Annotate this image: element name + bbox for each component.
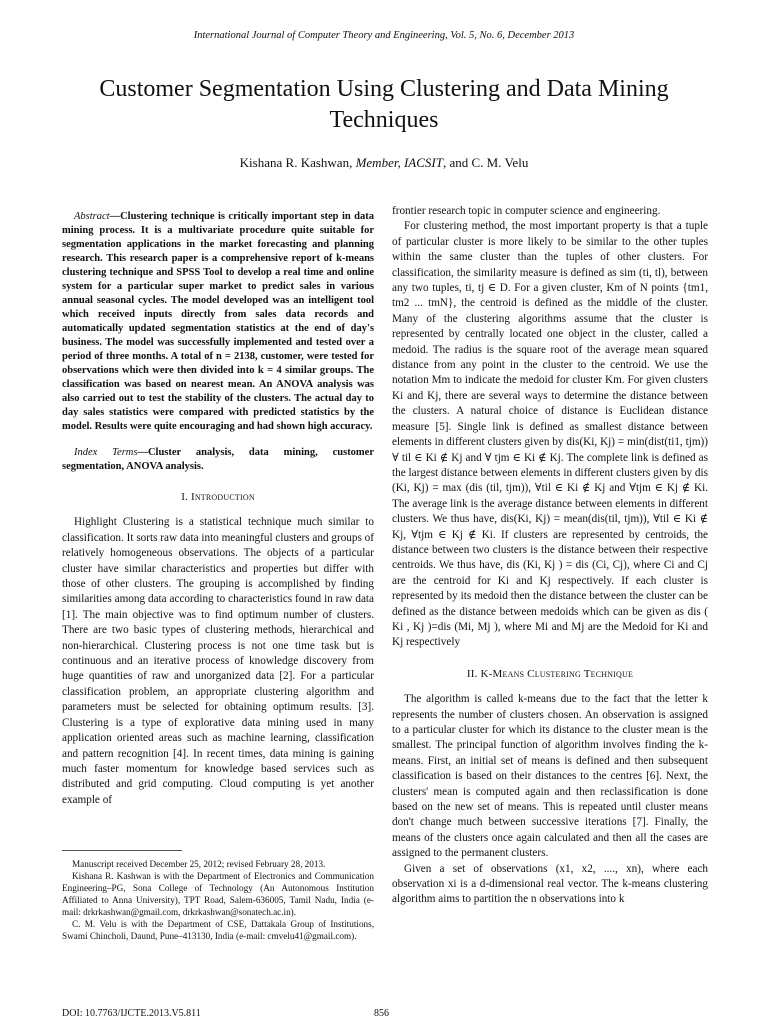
index-terms [62, 446, 374, 474]
paper-title: Customer Segmentation Using Clustering and Data Mining Techniques [99, 76, 669, 133]
footnote-author2: C. M. Velu is with the Department of CSE, Dattakala Group of Institutions, Swami Chincholi, Daund, Pune–413130, India (e-mail: cmvelu41@gmail.com). [62, 919, 374, 941]
section-heading-introduction [62, 490, 374, 505]
author-name: Kishana R. Kashwan, [239, 155, 353, 170]
section-number: I. [181, 491, 189, 503]
left-column [62, 210, 374, 808]
index-terms-label: Index Terms [74, 447, 138, 458]
footnote-rule [62, 850, 182, 851]
section-heading-kmeans [392, 667, 708, 682]
author-membership: Member, IACSIT [355, 155, 443, 170]
author-line [0, 155, 768, 171]
footnote-author1: Kishana R. Kashwan is with the Department of Electronics and Communication Engineering–PG, Sona College of Technology (An Autonomous Institution Affiliated to Anna University), TPT Road, Salem-636005, Tamil Nadu, India (e-mail: drkrkashwan@gmail.com, drkrkashwan@sonatech.ac.in). [62, 871, 374, 917]
abstract [62, 210, 374, 434]
right-paragraph-1: frontier research topic in computer science and engineering. [392, 205, 661, 217]
index-terms-text: —Cluster analysis, data mining, customer segmentation, ANOVA analysis. [62, 447, 375, 472]
doi-footer: DOI: 10.7763/IJCTE.2013.V5.811 [62, 1008, 201, 1019]
right-paragraph-4: Given a set of observations (x1, x2, ...., xn), where each observation xi is a d-dimensional real vector. The k-means clustering algorithm aims to partition the n observations into k [392, 862, 708, 906]
right-paragraph-3: The algorithm is called k-means due to the fact that the letter k represents the number of clusters chosen. An observation is assigned to a particular cluster for which its distance to the cluster mean is the smallest. The principal function of algorithm involves finding the k-means. First, an initial set of means is defined and then subsequent classification is based on their distances to the centres [6]. Next, the clusters' mean is computed again and then reclassification is done based on the new set of means. This is repeated until cluster means don't change much between successive iterations [7]. Finally, the means of the clusters once again calculated and then all the cases are assigned to the permanent clusters. [392, 693, 708, 860]
right-paragraph-2: For clustering method, the most important property is that a tuple of particular cluster is more likely to be similar to the other tuples within the same cluster than the tuples of other clusters. For classification, the similarity measure is defined as sim (ti, tl), between any two tuples, ti, tj ∈ D. For a given cluster, Km of N points {tm1, tm2 ... tmN}, the centroid is defined as the middle of the cluster. Many of the clustering algorithms assume that the cluster is represented by centrally located one object in the cluster, called a medoid. The radius is the square root of the average mean squared distance from any point in the cluster to the centroid. We use the notation Mm to indicate the medoid for cluster Km. For given clusters Ki and Kj, there are several ways to determine the distance between the clusters. A natural choice of distance is Euclidean distance measure [5]. Single link is defined as smallest distance between elements in different clusters given by dis(Ki, Kj) = min(dist(ti1, tjm)) ∀ til ∈ Ki ∉ Kj and ∀ tjm ∈ Ki ∉ Kj. The complete link is defined as the largest distance between elements in different clusters given by dis (Ki, Kj) = max (dis (til, tjm)), ∀til ∈ Ki ∉ Kj and ∀tjm ∈ Kj ∉ Ki. The average link is the average distance between elements in different clusters. We thus have, dis(Ki, Kj) = mean(dis(til, tjm)), ∀til ∈ Ki ∉ Kj, ∀tjm ∈ Kj ∉ Ki. If clusters are represented by centroids, the distance between two clusters is the distance between their respective centroids. We thus have, dis (Ki, Kj ) = dis (Ci, Cj), where Ci and Cj are the centroid for Ki and Kj respectively. If each cluster is represented by its medoid then the distance between the cluster can be defined as the distance between medoids which can be given as dis ( Ki , Kj )=dis (Mi, Mj ), where Mi and Mj are the Medoid for Ki and Kj respectively [392, 220, 708, 649]
author-rest: , and C. M. Velu [442, 155, 529, 170]
intro-paragraph: Highlight Clustering is a statistical technique much similar to classification. It sorts raw data into meaningful clusters and groups of relatively homogeneous observations. The objects of a particular cluster have similar characteristics and properties but differ with those of other clusters. The grouping is accomplished by finding similarities among data according to characteristics found in raw data [1]. The main objective was to find optimum number of clusters. There are two basic types of clustering methods, hierarchical and non-hierarchical. Clustering process is not one time task but is continuous and an iterative process of knowledge discovery from huge quantities of raw and unorganized data [2]. For a particular classification problem, an appropriate clustering algorithm and parameters must be selected for obtaining optimum results. [3]. Clustering is a type of explorative data mining used in many application oriented areas such as machine learning, classification and pattern recognition [4]. In recent times, data mining is gaining much faster momentum for knowledge based services such as distributed and grid computing. Cloud computing is yet another example of [62, 516, 374, 806]
footnotes [62, 858, 374, 942]
section-title: K-Means Clustering Technique [480, 667, 634, 680]
section-number: II. [466, 667, 478, 680]
abstract-text: —Clustering technique is critically important step in data mining process. It is a multivariate procedure quite suitable for segmentation applications in the market forecasting and planning research. This research paper is a comprehensive report of k-means clustering technique and SPSS Tool to develop a real time and online system for a particular super market to predict sales in various annual seasonal cycles. The model developed was an intelligent tool which received inputs directly from sales data records and automatically updated segmentation statistics at the end of day's business. The model was successfully implemented and tested over a period of three months. A total of n = 2138, customer, were tested for observations which were then divided into k = 4 similar groups. The classification was based on nearest mean. An ANOVA analysis was also carried out to test the stability of the clusters. The actual day to day sales statistics were compared with predicted statistics by the model. Results were quite encouraging and had shown high accuracy. [62, 211, 374, 432]
page-number: 856 [374, 1008, 389, 1019]
abstract-label: Abstract [74, 211, 110, 222]
right-column [392, 204, 708, 908]
section-title: Introduction [190, 491, 255, 503]
journal-header: International Journal of Computer Theory and Engineering, Vol. 5, No. 6, December 2013 [193, 30, 575, 41]
footnote-received: Manuscript received December 25, 2012; revised February 28, 2013. [72, 859, 326, 869]
